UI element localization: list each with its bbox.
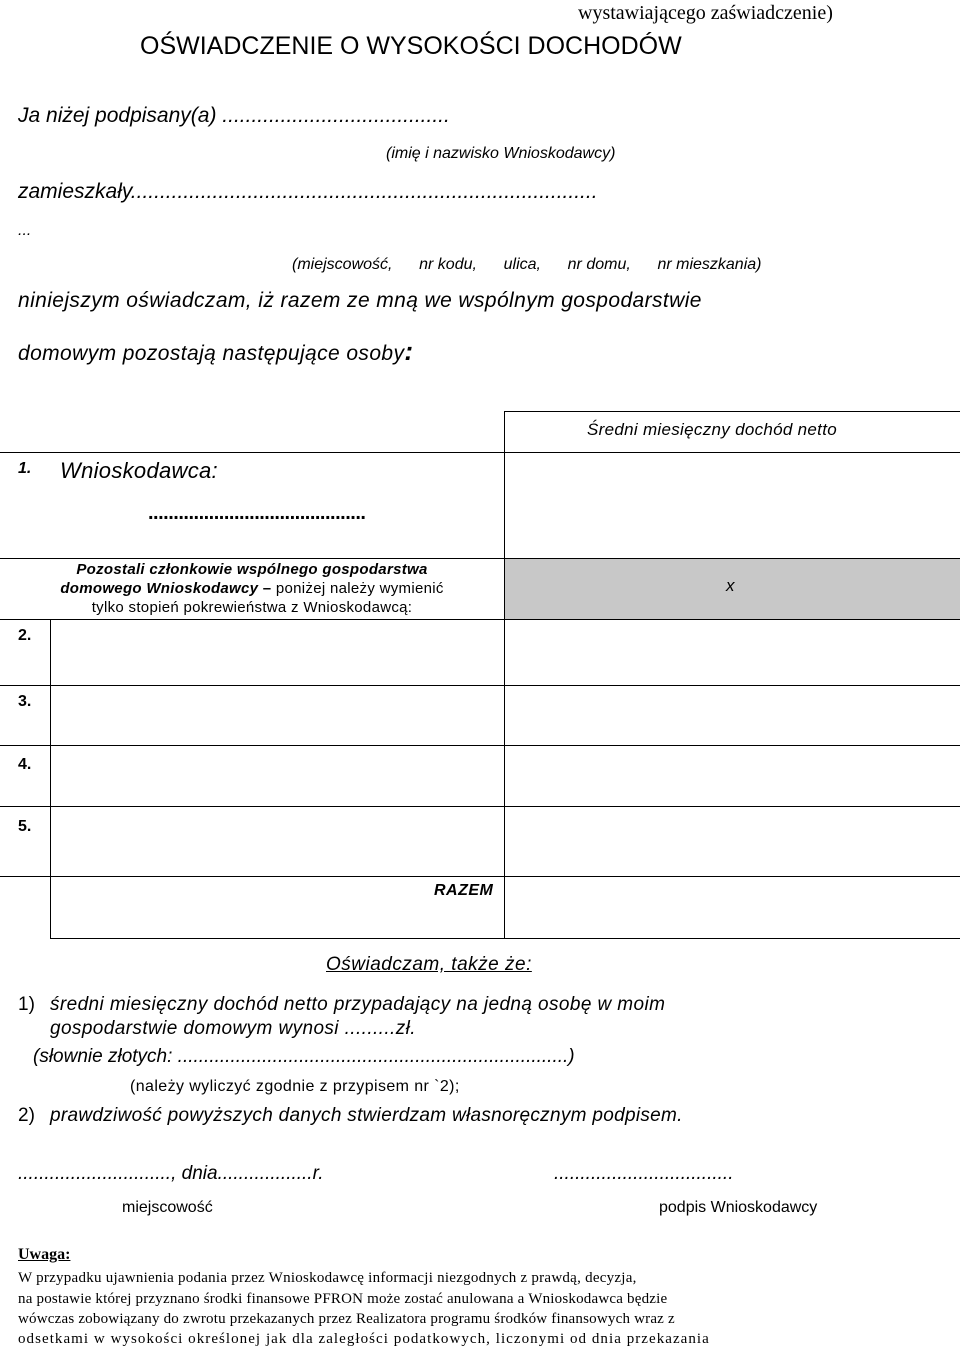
address-line-continuation: ... [18, 222, 32, 239]
signature-caption: podpis Wnioskodawcy [659, 1199, 818, 1216]
table-border [0, 452, 504, 453]
table-border [504, 452, 960, 453]
applicant-label: Wnioskodawca: [60, 458, 218, 483]
row-number-2: 2. [18, 627, 32, 644]
signature-line: .................................. [554, 1163, 734, 1184]
point-1-number: 1) [18, 994, 35, 1015]
name-caption: (imię i nazwisko Wnioskodawcy) [386, 145, 616, 162]
table-border [504, 411, 960, 412]
other-members-instruction-continued: tylko stopień pokrewieństwa z Wnioskodawcą: [91, 599, 413, 616]
income-column-header: Średni miesięczny dochód netto [587, 420, 837, 439]
row-number-4: 4. [18, 756, 32, 773]
address-caption: (miejscowość, nr kodu, ulica, nr domu, nr mieszkania) [292, 256, 762, 273]
other-members-instruction: domowego Wnioskodawcy – poniżej należy wymienić [60, 580, 444, 597]
table-border [0, 685, 960, 686]
average-income-statement: średni miesięczny dochód netto przypadający na jedną osobę w moim [50, 994, 666, 1015]
note-line-3: wówczas zobowiązany do zwrotu przekazanych przez Realizatora programu środków finansowych wraz z [18, 1311, 675, 1327]
place-date-line: ............................., dnia..................r. [18, 1163, 324, 1184]
calculation-note: (należy wyliczyć zgodnie z przypisem nr `2); [130, 1078, 460, 1095]
address-line: zamieszkały................................................................................ [18, 180, 598, 203]
row-number-1: 1. [18, 460, 32, 477]
note-line-2: na postawie której przyznano środki finansowe PFRON może zostać anulowana a Wnioskodawca będzie [18, 1291, 668, 1307]
table-border [0, 806, 960, 807]
header-note: wystawiającego zaświadczenie) [578, 2, 833, 24]
point-2-number: 2) [18, 1105, 35, 1126]
note-line-1: W przypadku ujawnienia podania przez Wnioskodawcę informacji niezgodnych z prawdą, decyzja, [18, 1270, 637, 1286]
amount-in-words: (słownie złotych: ..........................................................................) [33, 1046, 575, 1067]
table-border [0, 619, 960, 620]
applicant-name-dots: ........................................... [148, 502, 366, 524]
table-border [0, 558, 960, 559]
total-label: RAZEM [434, 882, 494, 899]
place-caption: miejscowość [122, 1199, 213, 1216]
table-border [504, 411, 505, 939]
note-line-4: odsetkami w wysokości określonej jak dla zaległości podatkowych, liczonymi od dnia przekazania [18, 1331, 710, 1347]
income-not-applicable-mark: x [726, 576, 735, 595]
household-statement-continued: domowym pozostają następujące osoby: [18, 336, 414, 366]
table-border [50, 938, 960, 939]
applicant-name-line: Ja niżej podpisany(a) ....................................... [18, 104, 450, 127]
declaration-heading: Oświadczam, także że: [326, 954, 532, 975]
other-members-heading: Pozostali członkowie wspólnego gospodarstwa [76, 561, 428, 578]
table-border [50, 619, 51, 939]
row-number-3: 3. [18, 693, 32, 710]
table-border [0, 745, 960, 746]
note-heading: Uwaga: [18, 1246, 71, 1263]
table-border [0, 876, 960, 877]
average-income-value: gospodarstwie domowym wynosi .........zł. [50, 1018, 416, 1039]
household-statement: niniejszym oświadczam, iż razem ze mną we wspólnym gospodarstwie [18, 289, 702, 312]
truthfulness-statement: prawdziwość powyższych danych stwierdzam własnoręcznym podpisem. [50, 1105, 683, 1126]
document-title: OŚWIADCZENIE O WYSOKOŚCI DOCHODÓW [140, 32, 682, 60]
row-number-5: 5. [18, 818, 32, 835]
